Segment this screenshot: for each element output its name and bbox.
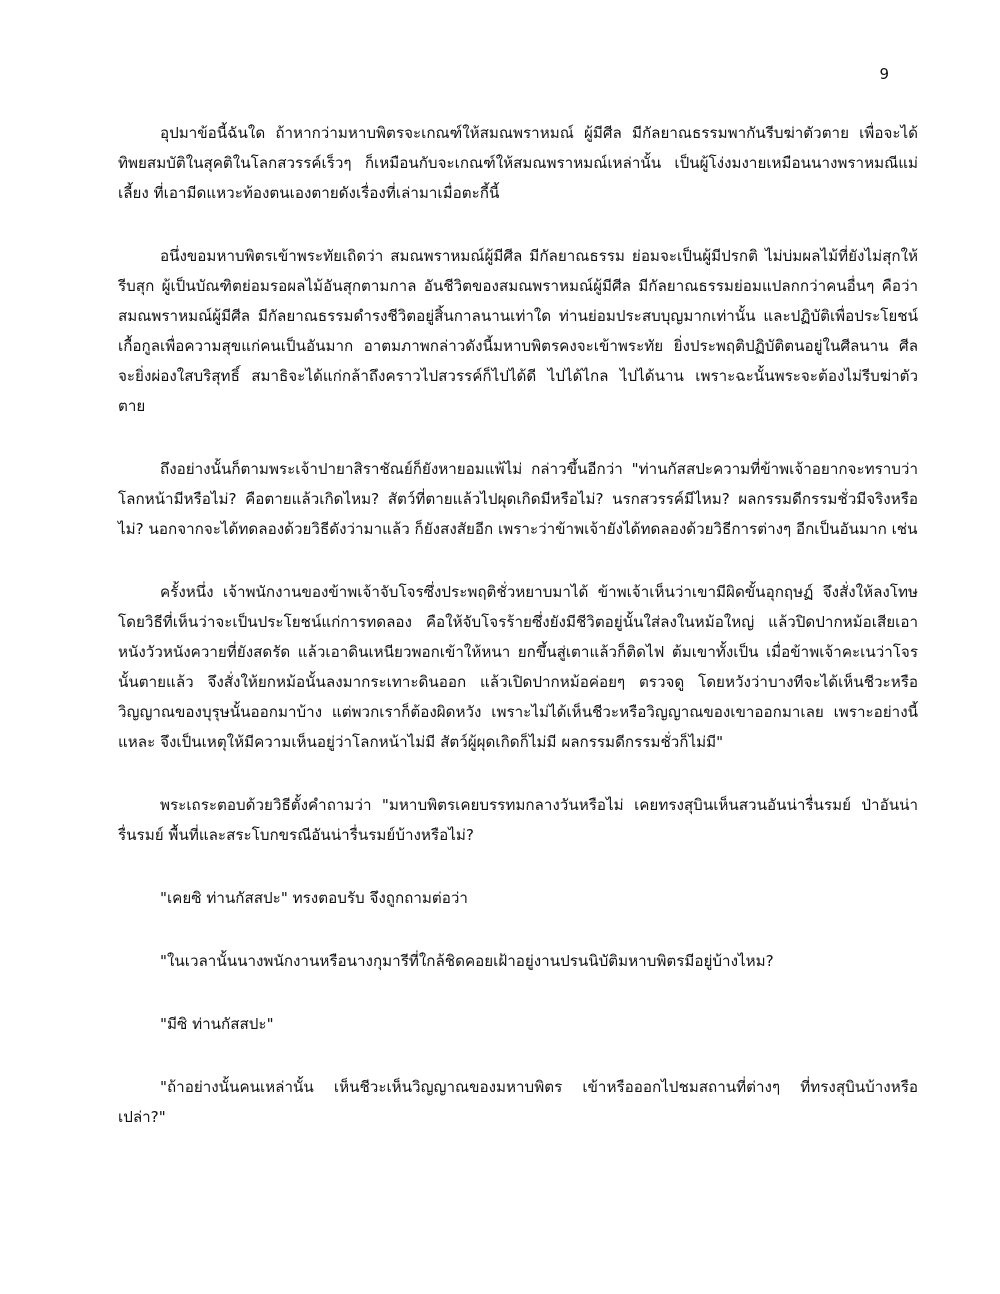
page-number: 9 [879, 65, 889, 83]
paragraph: ถึงอย่างนั้นก็ตามพระเจ้าปายาสิราชัณย์ก็ยังหายอมแพ้ไม่ กล่าวขึ้นอีกว่า "ท่านกัสสปะความที่ข้าพเจ้าอยากจะทราบว่าโลกหน้ามีหรือไม่? คือตายแล้วเกิดไหม? สัตว์ที่ตายแล้วไปผุดเกิดมีหรือไม่? นรกสวรรค์มีไหม? ผลกรรมดีกรรมชั่วมีจริงหรือไม่? นอกจากจะได้ทดลองด้วยวิธีดังว่ามาแล้ว ก็ยังสงสัยอีก เพราะว่าข้าพเจ้ายังได้ทดลองด้วยวิธีการต่างๆ อีกเป็นอันมาก เช่น [118, 460, 918, 538]
paragraph: "ในเวลานั้นนางพนักงานหรือนางกุมารีที่ใกล้ชิดคอยเฝ้าอยู่งานปรนนิบัติมหาบพิตรมีอยู่บ้างไหม? [160, 952, 774, 970]
paragraph: ครั้งหนึ่ง เจ้าพนักงานของข้าพเจ้าจับโจรซึ่งประพฤติชั่วหยาบมาได้ ข้าพเจ้าเห็นว่าเขามีผิดขั้นอุกฤษฏ์ จึงสั่งให้ลงโทษโดยวิธีที่เห็นว่าจะเป็นประโยชน์แก่การทดลอง คือให้จับโจรร้ายซึ่งยังมีชีวิตอยู่นั้นใส่ลงในหม้อใหญ่ แล้วปิดปากหม้อเสียเอาหนังวัวหนังควายที่ยังสดรัด แล้วเอาดินเหนียวพอกเข้าให้หนา ยกขึ้นสู่เตาแล้วก็ติดไฟ ต้มเขาทั้งเป็น เมื่อข้าพเจ้าคะเนว่าโจรนั้นตายแล้ว จึงสั่งให้ยกหม้อนั้นลงมากระเทาะดินออก แล้วเปิดปากหม้อค่อยๆ ตรวจดู โดยหวังว่าบางทีจะได้เห็นชีวะหรือวิญญาณของบุรุษนั้นออกมาบ้าง แต่พวกเราก็ต้องผิดหวัง เพราะไม่ได้เห็นชีวะหรือวิญญาณของเขาออกมาเลย เพราะอย่างนี้แหละ จึงเป็นเหตุให้มีความเห็นอยู่ว่าโลกหน้าไม่มี สัตว์ผู้ผุดเกิดก็ไม่มี ผลกรรมดีกรรมชั่วก็ไม่มี" [118, 583, 918, 751]
paragraph: อนึ่งขอมหาบพิตรเข้าพระทัยเถิดว่า สมณพราหมณ์ผู้มีศีล มีกัลยาณธรรม ย่อมจะเป็นผู้มีปรกติ ไม่บ่มผลไม้ที่ยังไม่สุกให้รีบสุก ผู้เป็นบัณฑิตย่อมรอผลไม้อันสุกตามกาล อันชีวิตของสมณพราหมณ์ผู้มีศีล มีกัลยาณธรรมย่อมแปลกกว่าคนอื่นๆ คือว่า สมณพราหมณ์ผู้มีศีล มีกัลยาณธรรมดำรงชีวิตอยู่สิ้นกาลนานเท่าใด ท่านย่อมประสบบุญมากเท่านั้น และปฏิบัติเพื่อประโยชน์เกื้อกูลเพื่อความสุขแก่คนเป็นอันมาก อาตมภาพกล่าวดังนี้มหาบพิตรคงจะเข้าพระทัย ยิ่งประพฤติปฏิบัติตนอยู่ในศีลนาน ศีลจะยิ่งผ่องใสบริสุทธิ์ สมาธิจะได้แก่กล้าถึงคราวไปสวรรค์ก็ไปได้ดี ไปได้ไกล ไปได้นาน เพราะฉะนั้นพระจะต้องไม่รีบฆ่าตัวตาย [118, 247, 918, 415]
paragraph: "ถ้าอย่างนั้นคนเหล่านั้น เห็นชีวะเห็นวิญญาณของมหาบพิตร เข้าหรือออกไปชมสถานที่ต่างๆ ที่ทรงสุบินบ้างหรือเปล่า?" [118, 1078, 918, 1126]
paragraph: อุปมาข้อนี้ฉันใด ถ้าหากว่ามหาบพิตรจะเกณฑ์ให้สมณพราหมณ์ ผู้มีศีล มีกัลยาณธรรมพากันรีบฆ่าตัวตาย เพื่อจะได้ทิพยสมบัติในสุคติในโลกสวรรค์เร็วๆ ก็เหมือนกับจะเกณฑ์ให้สมณพราหมณ์เหล่านั้น เป็นผู้โง่งมงายเหมือนนางพราหมณีแม่เลี้ยง ที่เอามีดแหวะท้องตนเองตายดังเรื่องที่เล่ามาเมื่อตะกี้นี้ [118, 124, 918, 202]
paragraph: "เคยซิ ท่านกัสสปะ" ทรงตอบรับ จึงถูกถามต่อว่า [160, 889, 468, 907]
document-body [118, 118, 918, 1165]
paragraph: "มีซิ ท่านกัสสปะ" [160, 1015, 274, 1033]
paragraph: พระเถระตอบด้วยวิธีตั้งคำถามว่า "มหาบพิตรเคยบรรทมกลางวันหรือไม่ เคยทรงสุบินเห็นสวนอันน่ารื่นรมย์ ป่าอันน่ารื่นรมย์ พื้นที่และสระโบกขรณีอันน่ารื่นรมย์บ้างหรือไม่? [118, 796, 918, 844]
